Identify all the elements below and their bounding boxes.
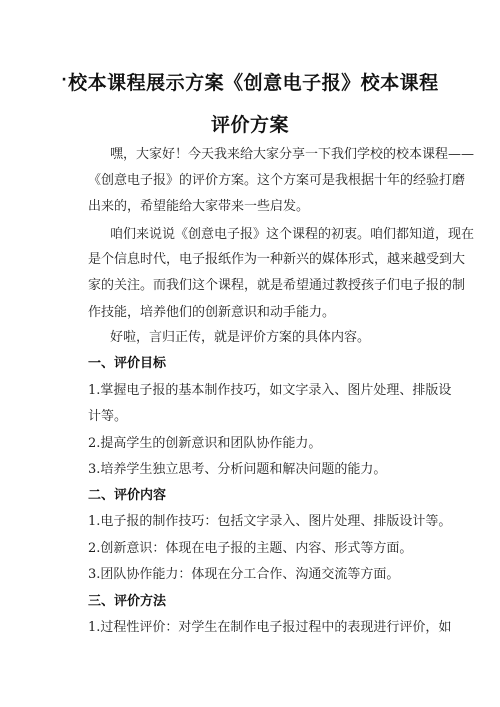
document-title-line-1: [0, 68, 500, 95]
list-item: 1.电子报的制作技巧：包括文字录入、图片处理、排版设计等。: [88, 514, 452, 529]
list-item: 1.过程性评价：对学生在制作电子报过程中的表现进行评价，如: [88, 620, 452, 635]
title-text-1: 校本课程展示方案《创意电子报》校本课程: [68, 72, 439, 94]
paragraph-line: 咱们来说说《创意电子报》这个课程的初衷。咱们都知道，现在: [110, 227, 475, 242]
paragraph-line: 家的关注。而我们这个课程，就是希望通过教授孩子们电子报的制: [88, 278, 466, 293]
title-bullet: ·: [61, 72, 68, 88]
list-item: 3.团队协作能力：体现在分工合作、沟通交流等方面。: [88, 567, 400, 582]
paragraph-line: 好啦，言归正传，就是评价方案的具体内容。: [110, 330, 371, 345]
list-item: 2.提高学生的创新意识和团队协作能力。: [88, 436, 322, 451]
list-item: 计等。: [88, 409, 128, 424]
paragraph-line: 是个信息时代，电子报纸作为一种新兴的媒体形式，越来越受到大: [88, 252, 466, 267]
paragraph-line: 作技能，培养他们的创新意识和动手能力。: [88, 305, 336, 320]
intro-line: 嘿，大家好！今天我来给大家分享一下我们学校的校本课程——: [110, 147, 475, 162]
list-item: 3.培养学生独立思考、分析问题和解决问题的能力。: [88, 462, 387, 477]
list-item: 2.创新意识：体现在电子报的主题、内容、形式等方面。: [88, 541, 413, 556]
list-item: 1.掌握电子报的基本制作技巧，如文字录入、图片处理、排版设: [88, 383, 452, 398]
intro-line: 《创意电子报》的评价方案。这个方案可是我根据十年的经验打磨: [88, 173, 466, 188]
intro-line: 出来的，希望能给大家带来一些启发。: [88, 199, 310, 214]
section-heading-method: 三、评价方法: [88, 594, 167, 609]
document-title-line-2: 评价方案: [210, 114, 289, 136]
section-heading-goals: 一、评价目标: [88, 356, 167, 371]
section-heading-content: 二、评价内容: [88, 488, 167, 503]
